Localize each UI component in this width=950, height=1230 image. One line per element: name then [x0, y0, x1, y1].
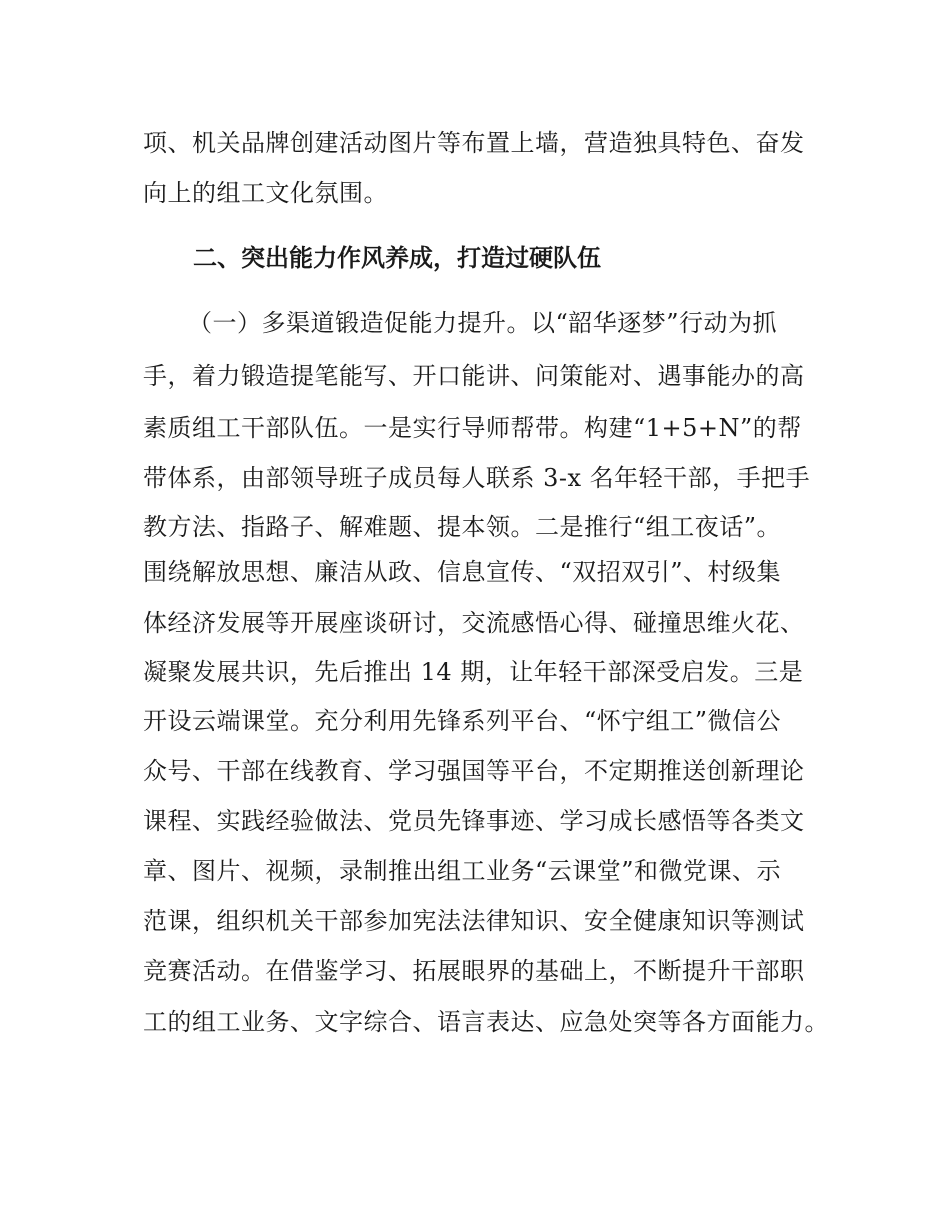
paragraph-line: 围绕解放思想、廉洁从政、信息宣传、“双招双引”、村级集 [143, 558, 782, 586]
paragraph-line: 教方法、指路子、解难题、提本领。二是推行“组工夜话”。 [143, 513, 782, 541]
paragraph-line: 范课，组织机关干部参加宪法法律知识、安全健康知识等测试 [143, 907, 805, 935]
paragraph-line: 素质组工干部队伍。一是实行导师帮带。构建“1+5+N”的帮 [143, 414, 802, 442]
paragraph-line: 手，着力锻造提笔能写、开口能讲、问策能对、遇事能办的高 [143, 362, 805, 390]
section-heading: 二、突出能力作风养成，打造过硬队伍 [193, 244, 601, 272]
paragraph-line: 竞赛活动。在借鉴学习、拓展眼界的基础上，不断提升干部职 [143, 957, 805, 985]
paragraph-line: 凝聚发展共识，先后推出 14 期，让年轻干部深受启发。三是 [143, 658, 804, 686]
paragraph-line: 带体系，由部领导班子成员每人联系 3-x 名年轻干部，手把手 [143, 464, 811, 492]
paragraph-line: 课程、实践经验做法、党员先锋事迹、学习成长感悟等各类文 [143, 807, 805, 835]
paragraph-line: 众号、干部在线教育、学习强国等平台，不定期推送创新理论 [143, 757, 805, 785]
paragraph-line: 工的组工业务、文字综合、语言表达、应急处突等各方面能力。 [143, 1008, 829, 1036]
paragraph-line: 项、机关品牌创建活动图片等布置上墙，营造独具特色、奋发 [143, 129, 805, 157]
paragraph-line: 章、图片、视频，录制推出组工业务“云课堂”和微党课、示 [143, 857, 782, 885]
paragraph-line: （一）多渠道锻造促能力提升。以“韶华逐梦”行动为抓 [188, 309, 778, 337]
paragraph-line: 开设云端课堂。充分利用先锋系列平台、“怀宁组工”微信公 [143, 707, 782, 735]
paragraph-line: 体经济发展等开展座谈研讨，交流感悟心得、碰撞思维火花、 [143, 609, 805, 637]
paragraph-line: 向上的组工文化氛围。 [143, 179, 388, 207]
